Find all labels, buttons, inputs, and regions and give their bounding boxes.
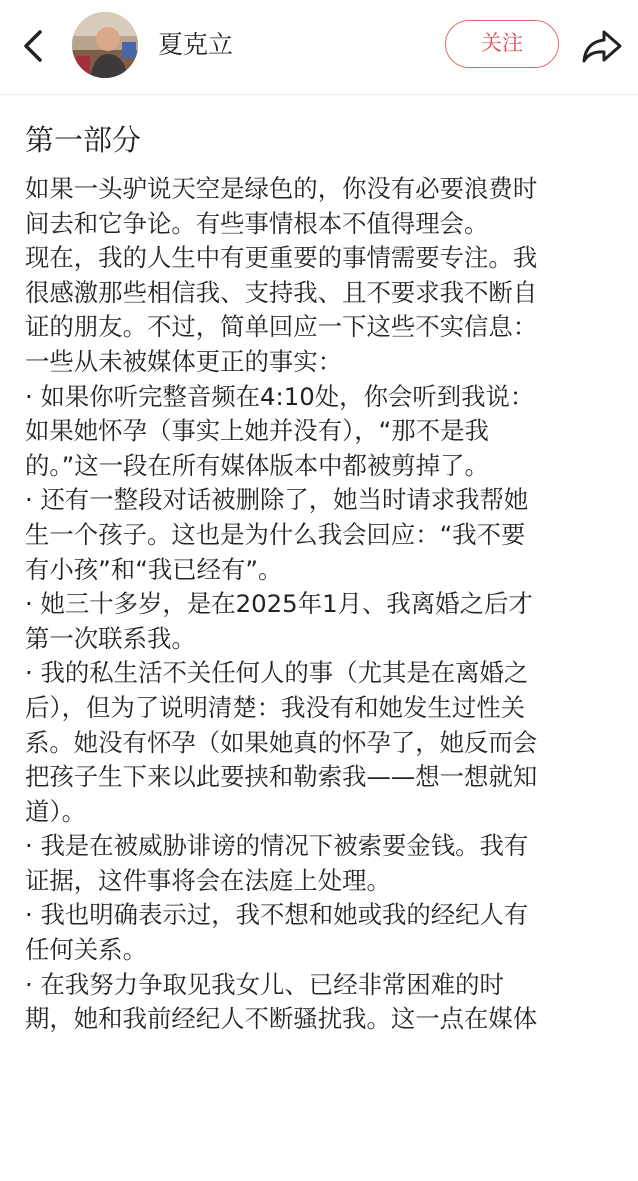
- paragraph-line: 把孩子生下来以此要挟和勒索我——想一想就知: [25, 762, 538, 792]
- avatar[interactable]: [72, 12, 138, 78]
- article-paragraph: [25, 898, 625, 967]
- paragraph-line: · 我的私生活不关任何人的事（尤其是在离婚之: [25, 658, 529, 688]
- paragraph-line: · 我是在被威胁诽谤的情况下被索要金钱。我有: [25, 831, 529, 861]
- article-paragraph: [25, 483, 625, 587]
- paragraph-line: 任何关系。: [25, 935, 147, 965]
- paragraph-line: 期，她和我前经纪人不断骚扰我。这一点在媒体: [25, 1004, 538, 1034]
- paragraph-line: 间去和它争论。有些事情根本不值得理会。: [25, 208, 489, 238]
- paragraph-line: · 她三十多岁，是在2025年1月、我离婚之后才: [25, 589, 533, 619]
- paragraph-line: 证的朋友。不过，简单回应一下这些不实信息：: [25, 312, 538, 342]
- paragraph-line: 生一个孩子。这也是为什么我会回应：“我不要: [25, 519, 526, 549]
- paragraph-line: 证据，这件事将会在法庭上处理。: [25, 865, 391, 895]
- profile-header: [0, 0, 638, 95]
- article-paragraph: [25, 241, 625, 379]
- paragraph-line: 的。”这一段在所有媒体版本中都被剪掉了。: [25, 450, 489, 480]
- article-paragraph: [25, 587, 625, 656]
- article-paragraph: [25, 829, 625, 898]
- section-title: 第一部分: [25, 123, 142, 157]
- paragraph-line: 后），但为了说明清楚：我没有和她发生过性关: [25, 692, 526, 722]
- paragraph-line: 第一次联系我。: [25, 623, 196, 653]
- follow-button[interactable]: 关注: [445, 20, 559, 68]
- article-paragraph: [25, 172, 625, 241]
- paragraph-line: 现在，我的人生中有更重要的事情需要专注。我: [25, 243, 538, 273]
- article-paragraph: [25, 380, 625, 484]
- paragraph-line: 如果一头驴说天空是绿色的，你没有必要浪费时: [25, 174, 538, 203]
- article-paragraph: [25, 968, 625, 1037]
- paragraph-line: · 还有一整段对话被删除了，她当时请求我帮她: [25, 485, 529, 515]
- paragraph-line: 道）。: [25, 796, 86, 826]
- paragraph-line: 很感激那些相信我、支持我、且不要求我不断自: [25, 277, 538, 307]
- paragraph-line: · 我也明确表示过，我不想和她或我的经纪人有: [25, 900, 529, 930]
- article-body: [25, 110, 625, 1037]
- article-paragraph: [25, 656, 625, 829]
- paragraph-line: 系。她没有怀孕（如果她真的怀孕了，她反而会: [25, 727, 538, 757]
- article-paragraphs: [25, 172, 625, 1037]
- author-name[interactable]: 夏克立: [158, 30, 234, 59]
- share-button[interactable]: [578, 24, 626, 68]
- paragraph-line: 如果她怀孕（事实上她并没有），“那不是我: [25, 416, 489, 446]
- paragraph-line: 一些从未被媒体更正的事实：: [25, 346, 343, 376]
- paragraph-line: 有小孩”和“我已经有”。: [25, 554, 283, 584]
- share-arrow-icon: [578, 24, 626, 68]
- paragraph-line: · 在我努力争取见我女儿、已经非常困难的时: [25, 969, 504, 999]
- back-button[interactable]: [14, 24, 54, 68]
- chevron-left-icon: [14, 24, 54, 68]
- avatar-image: [72, 12, 138, 78]
- paragraph-line: · 如果你听完整音频在4:10处，你会听到我说：: [25, 381, 535, 411]
